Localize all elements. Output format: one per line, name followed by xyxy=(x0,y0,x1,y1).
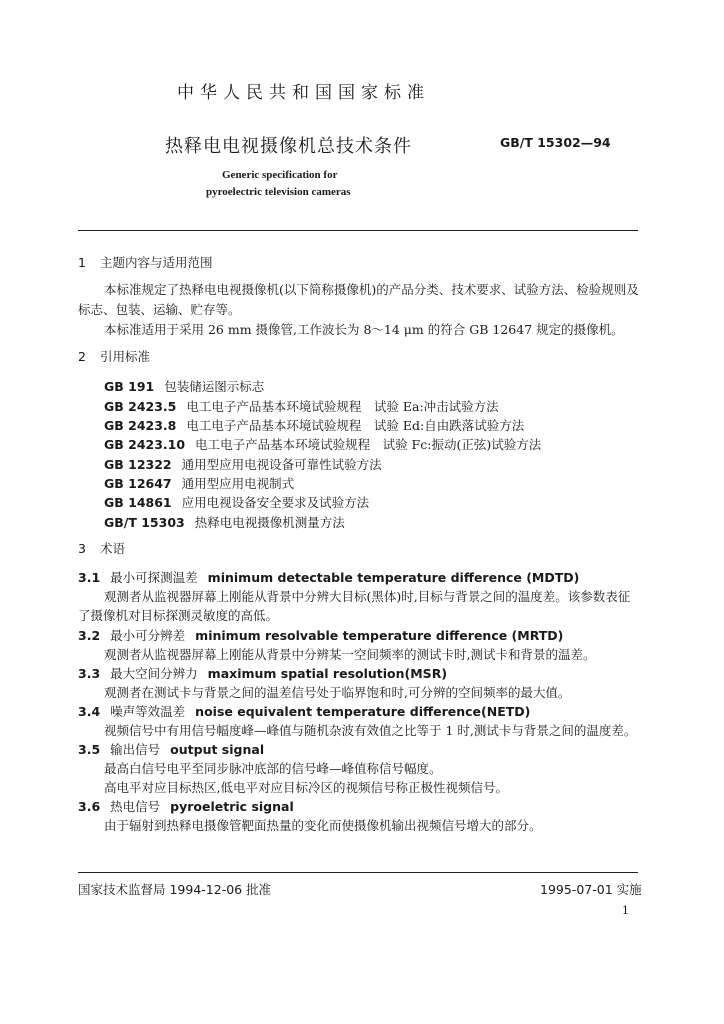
section-2-number: 2 xyxy=(78,349,86,364)
reference-item xyxy=(104,455,382,473)
reference-title: 电工电子产品基本环境试验规程 试验 Ea:冲击试验方法 xyxy=(186,399,499,414)
document-title-en-line1: Generic specification for xyxy=(222,169,338,181)
section-3-number: 3 xyxy=(78,541,86,556)
term-definition-line: 视频信号中有用信号幅度峰—峰值与随机杂波有效值之比等于 1 时,测试卡与背景之间的温度差。 xyxy=(104,723,637,738)
section-2-title: 引用标准 xyxy=(99,349,150,364)
reference-title: 电工电子产品基本环境试验规程 试验 Ed:自由跌落试验方法 xyxy=(186,418,525,433)
term-heading xyxy=(78,742,264,758)
reference-title: 应用电视设备安全要求及试验方法 xyxy=(181,495,370,510)
reference-title: 通用型应用电视设备可靠性试验方法 xyxy=(181,457,382,472)
document-title-en-line2: pyroelectric television cameras xyxy=(206,186,351,198)
section-1-para1-line2: 标志、包装、运输、贮存等。 xyxy=(78,302,241,317)
term-name-zh: 最小可分辨差 xyxy=(110,628,186,643)
term-heading xyxy=(78,570,579,586)
reference-title: 通用型应用电视制式 xyxy=(181,476,295,491)
reference-item xyxy=(104,435,541,453)
reference-item xyxy=(104,493,369,511)
reference-code: GB 12647 xyxy=(104,476,172,491)
reference-item xyxy=(104,416,524,434)
approval-date: 国家技术监督局 1994-12-06 批准 xyxy=(78,882,272,897)
term-name-en: output signal xyxy=(170,742,265,757)
reference-code: GB 14861 xyxy=(104,495,172,510)
reference-title: 电工电子产品基本环境试验规程 试验 Fc:振动(正弦)试验方法 xyxy=(195,437,542,452)
term-name-zh: 最小可探测温差 xyxy=(110,570,198,585)
section-1-para2: 本标准适用于采用 26 mm 摄像管,工作波长为 8～14 μm 的符合 GB 12647 规定的摄像机。 xyxy=(104,322,624,337)
term-heading xyxy=(78,666,447,682)
section-2-heading xyxy=(78,349,150,365)
section-1-number: 1 xyxy=(78,255,86,270)
effective-date: 1995-07-01 实施 xyxy=(540,882,642,897)
term-name-en: minimum detectable temperature difference (MDTD) xyxy=(207,570,580,585)
term-heading xyxy=(78,799,294,815)
reference-item xyxy=(104,377,264,395)
header-divider xyxy=(78,230,638,231)
reference-title: 热释电电视摄像机测量方法 xyxy=(194,515,345,530)
term-name-zh: 噪声等效温差 xyxy=(110,704,186,719)
reference-code: GB 2423.10 xyxy=(104,437,186,452)
term-definition-line: 了摄像机对目标探测灵敏度的高低。 xyxy=(78,608,279,623)
term-definition-line: 观测者从监视器屏幕上刚能从背景中分辨某一空间频率的测试卡时,测试卡和背景的温差。 xyxy=(104,647,596,662)
reference-code: GB 2423.5 xyxy=(104,399,177,414)
term-definition-line: 由于辐射到热释电摄像管靶面热量的变化而使摄像机输出视频信号增大的部分。 xyxy=(104,818,542,833)
term-name-en: noise equivalent temperature difference(NETD) xyxy=(195,704,531,719)
term-heading xyxy=(78,628,563,644)
term-number: 3.3 xyxy=(78,666,101,681)
section-1-title: 主题内容与适用范围 xyxy=(99,255,213,270)
term-number: 3.6 xyxy=(78,799,101,814)
footer-divider xyxy=(78,872,638,873)
reference-item xyxy=(104,513,345,531)
term-number: 3.4 xyxy=(78,704,101,719)
term-definition-line: 最高白信号电平至同步脉冲底部的信号峰—峰值称信号幅度。 xyxy=(104,761,442,776)
term-name-en: minimum resolvable temperature difference (MRTD) xyxy=(195,628,564,643)
reference-code: GB 2423.8 xyxy=(104,418,177,433)
term-definition-line: 观测者从监视器屏幕上刚能从背景中分辨大目标(黑体)时,目标与背景之间的温度差。该参数表征 xyxy=(104,589,631,604)
reference-code: GB 191 xyxy=(104,379,155,394)
reference-title: 包装储运图示标志 xyxy=(164,379,265,394)
reference-code: GB 12322 xyxy=(104,457,172,472)
term-definition-line: 高电平对应目标热区,低电平对应目标冷区的视频信号称正极性视频信号。 xyxy=(104,780,508,795)
section-1-para1-line1: 本标准规定了热释电电视摄像机(以下简称摄像机)的产品分类、技术要求、试验方法、检验规则及 xyxy=(104,282,639,297)
reference-code: GB/T 15303 xyxy=(104,515,185,530)
term-name-en: pyroeletric signal xyxy=(170,799,294,814)
term-number: 3.2 xyxy=(78,628,101,643)
term-heading xyxy=(78,704,530,720)
section-3-title: 术语 xyxy=(99,541,125,556)
term-name-zh: 最大空间分辨力 xyxy=(110,666,198,681)
section-1-heading xyxy=(78,255,212,271)
reference-item xyxy=(104,474,294,492)
standard-org: 中华人民共和国国家标准 xyxy=(177,83,430,103)
term-name-en: maximum spatial resolution(MSR) xyxy=(207,666,448,681)
page-number: 1 xyxy=(622,904,629,917)
term-name-zh: 输出信号 xyxy=(110,742,161,757)
term-number: 3.1 xyxy=(78,570,101,585)
reference-item xyxy=(104,397,499,415)
standard-number: GB/T 15302—94 xyxy=(500,135,611,150)
term-name-zh: 热电信号 xyxy=(110,799,161,814)
document-title-zh: 热释电电视摄像机总技术条件 xyxy=(165,136,412,157)
term-number: 3.5 xyxy=(78,742,101,757)
term-definition-line: 观测者在测试卡与背景之间的温差信号处于临界饱和时,可分辨的空间频率的最大值。 xyxy=(104,685,571,700)
section-3-heading xyxy=(78,541,125,557)
